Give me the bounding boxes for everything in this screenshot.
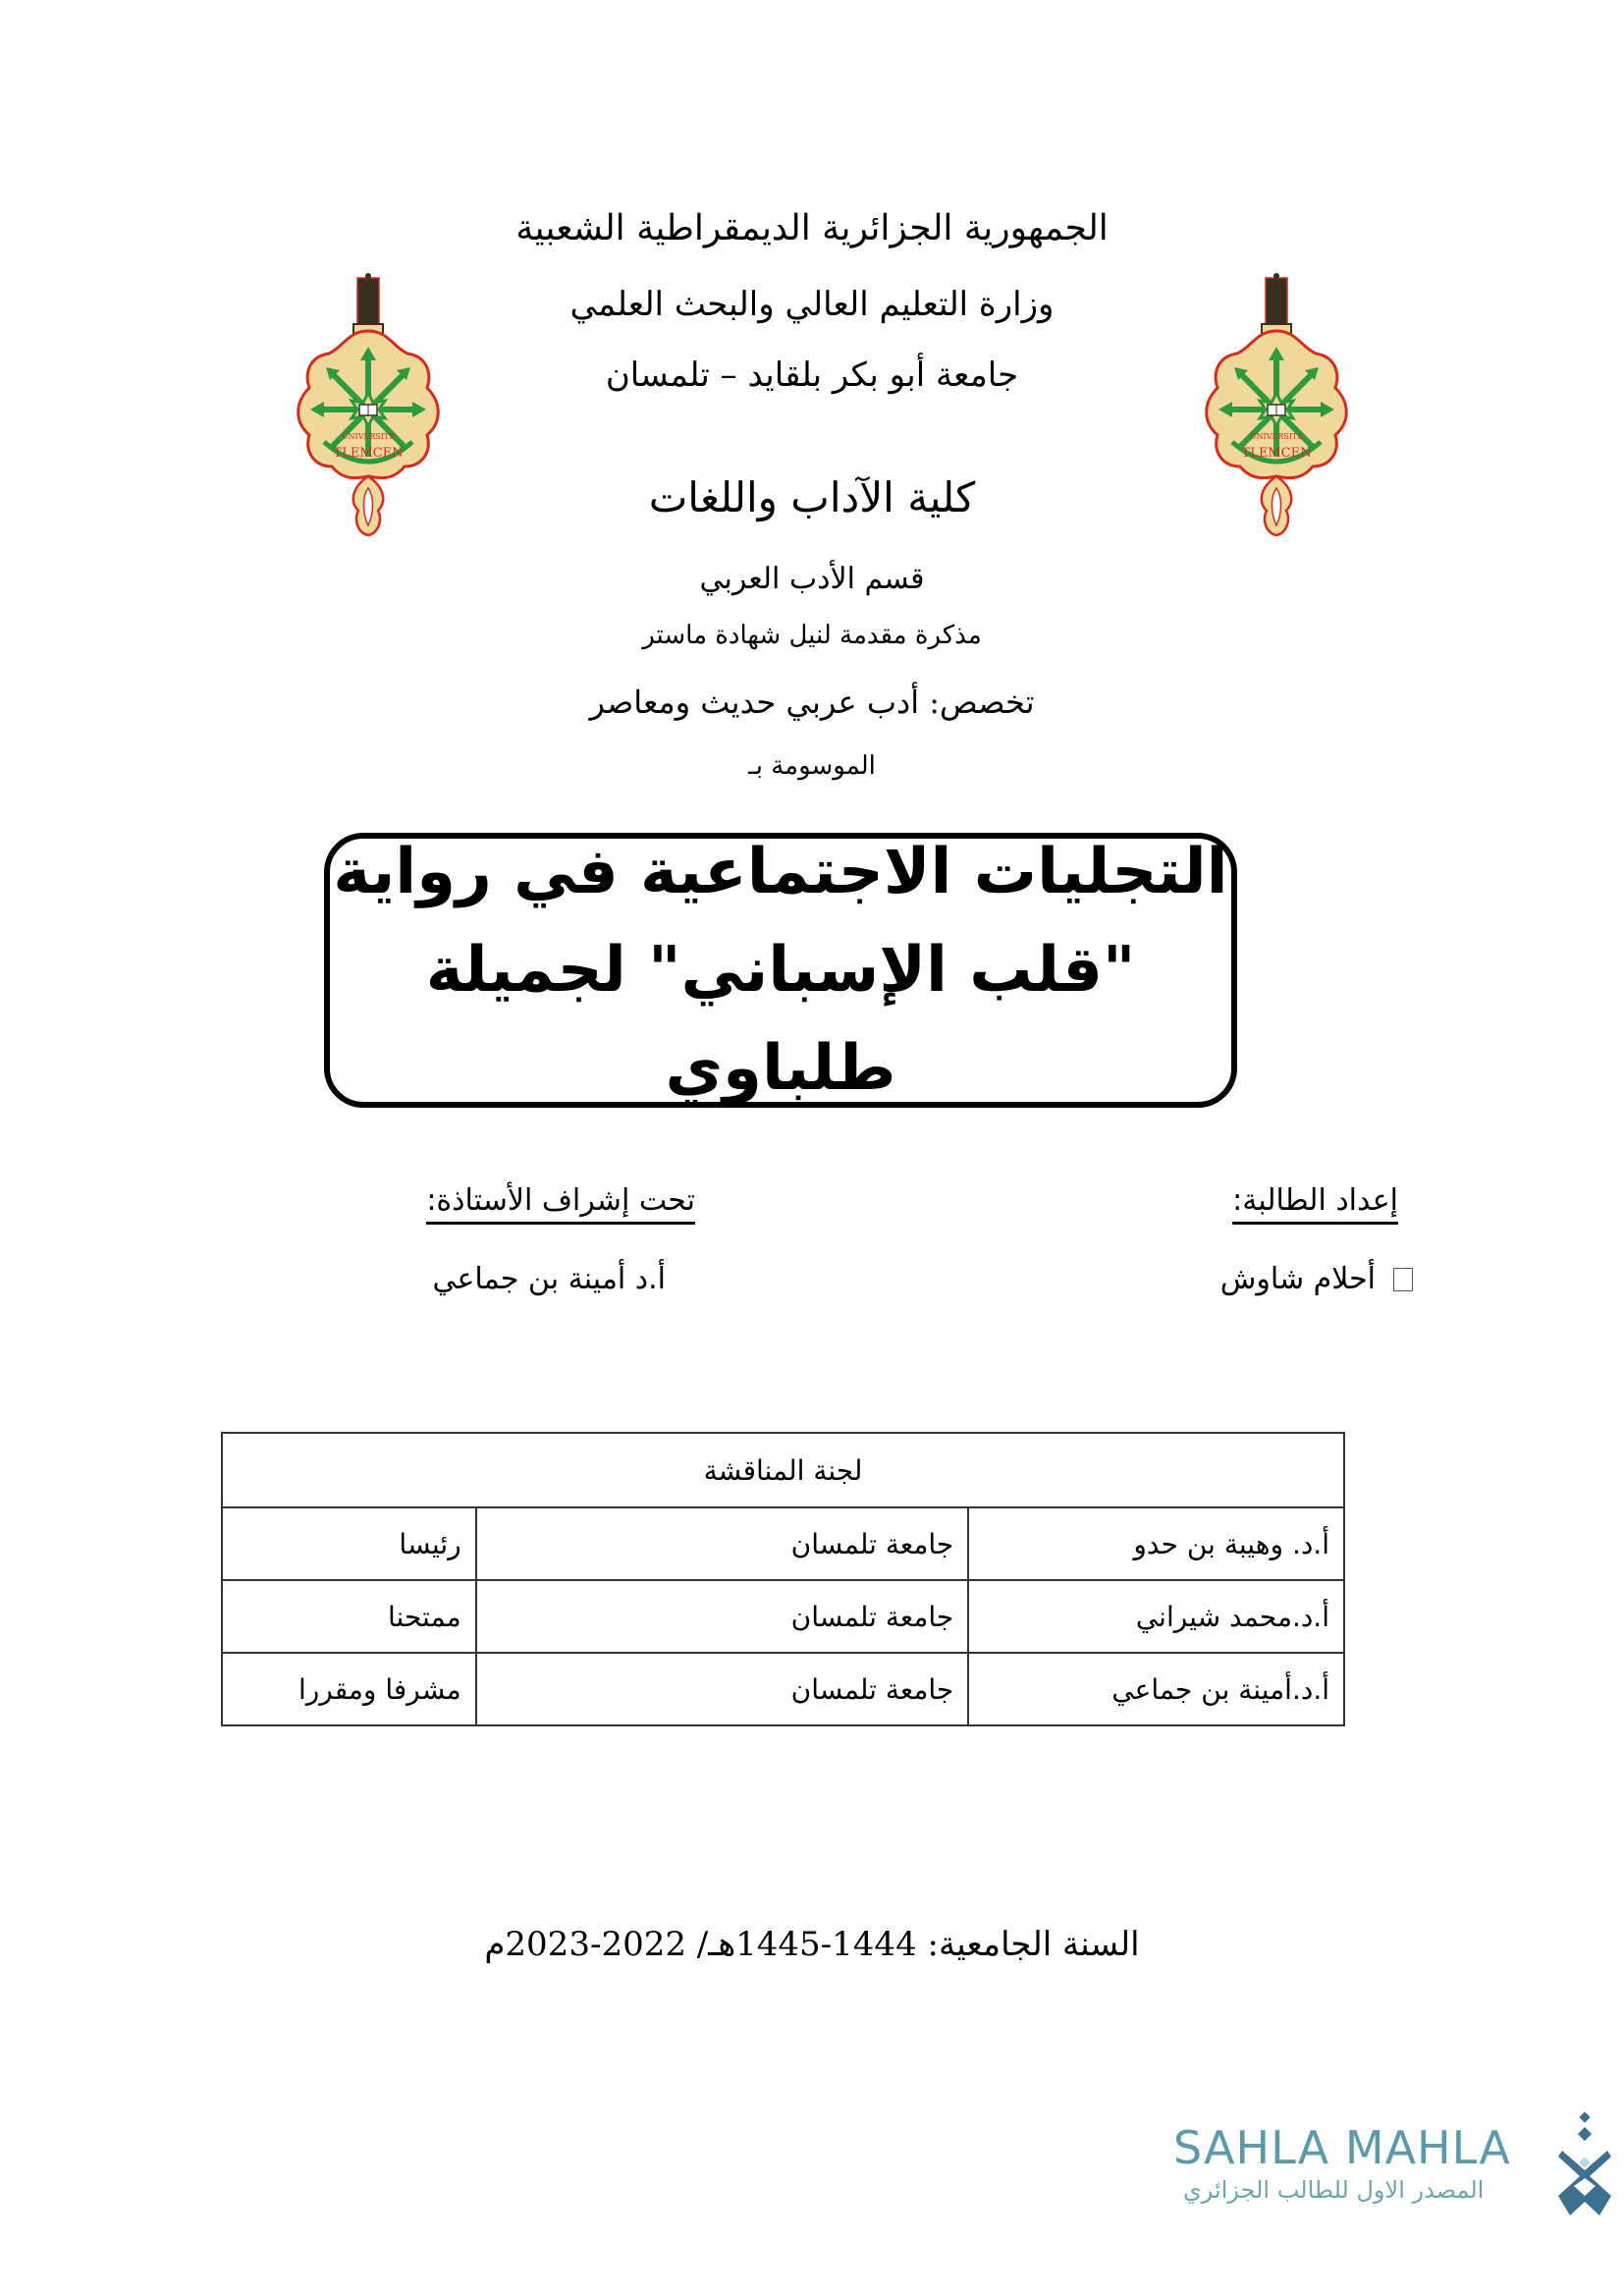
titled-line: الموسومة بـ bbox=[748, 751, 876, 781]
supervisor-label bbox=[426, 1183, 695, 1225]
university-emblem-right-icon bbox=[1203, 270, 1350, 540]
jury-member-name: أ.د. وهيبة بن حدو bbox=[968, 1507, 1344, 1580]
svg-text:TLEMCEN: TLEMCEN bbox=[333, 446, 404, 461]
student-label-text: إعداد الطالبة: bbox=[1232, 1183, 1398, 1225]
memo-line: مذكرة مقدمة لنيل شهادة ماستر bbox=[642, 621, 982, 650]
svg-text:UNIVERSITE: UNIVERSITE bbox=[341, 432, 396, 441]
thesis-title-box bbox=[324, 833, 1237, 1108]
bullet-box-icon bbox=[1393, 1268, 1413, 1291]
jury-member-role: رئيسا bbox=[222, 1507, 476, 1580]
sahla-mahla-watermark bbox=[1173, 2111, 1615, 2219]
svg-text:TLEMCEN: TLEMCEN bbox=[1241, 446, 1312, 461]
student-name-text: أحلام شاوش bbox=[1219, 1262, 1376, 1296]
university-line: جامعة أبو بكر بلقايد – تلمسان bbox=[605, 355, 1019, 395]
jury-member-university: جامعة تلمسان bbox=[476, 1653, 969, 1725]
ministry-line: وزارة التعليم العالي والبحث العلمي bbox=[569, 285, 1055, 324]
table-row bbox=[222, 1580, 1344, 1653]
watermark-arabic-text: المصدر الاول للطالب الجزائري bbox=[1183, 2176, 1485, 2204]
supervisor-name: أ.د أمينة بن جماعي bbox=[432, 1262, 666, 1296]
specialization-line: تخصص: أدب عربي حديث ومعاصر bbox=[589, 683, 1035, 721]
jury-member-university: جامعة تلمسان bbox=[476, 1580, 969, 1653]
table-row bbox=[222, 1653, 1344, 1725]
jury-member-role: ممتحنا bbox=[222, 1580, 476, 1653]
student-name bbox=[1220, 1262, 1413, 1296]
svg-text:UNIVERSITE: UNIVERSITE bbox=[1249, 432, 1304, 441]
thesis-title-line-1: التجليات الاجتماعية في رواية bbox=[333, 836, 1228, 908]
jury-table bbox=[221, 1432, 1345, 1726]
supervisor-label-text: تحت إشراف الأستاذة: bbox=[426, 1183, 695, 1225]
student-label bbox=[1232, 1183, 1398, 1225]
jury-member-name: أ.د.أمينة بن جماعي bbox=[968, 1653, 1344, 1725]
jury-title: لجنة المناقشة bbox=[222, 1433, 1344, 1507]
watermark-latin-text: SAHLA MAHLA bbox=[1173, 2121, 1511, 2174]
republic-line: الجمهورية الجزائرية الديمقراطية الشعبية bbox=[515, 208, 1109, 248]
department-line: قسم الأدب العربي bbox=[699, 562, 925, 596]
table-row bbox=[222, 1507, 1344, 1580]
thesis-title-line-2: "قلب الإسباني" لجميلة طلباوي bbox=[425, 934, 1136, 1105]
jury-member-role: مشرفا ومقررا bbox=[222, 1653, 476, 1725]
jury-header-row bbox=[222, 1433, 1344, 1507]
jury-member-name: أ.د.محمد شيراني bbox=[968, 1580, 1344, 1653]
sahla-mahla-logo-icon bbox=[1554, 2111, 1615, 2219]
university-emblem-left-icon bbox=[295, 270, 442, 540]
jury-member-university: جامعة تلمسان bbox=[476, 1507, 969, 1580]
academic-year: السنة الجامعية: 1444-1445هـ/ 2022-2023م bbox=[484, 1925, 1140, 1964]
faculty-line: كلية الآداب واللغات bbox=[648, 473, 976, 521]
